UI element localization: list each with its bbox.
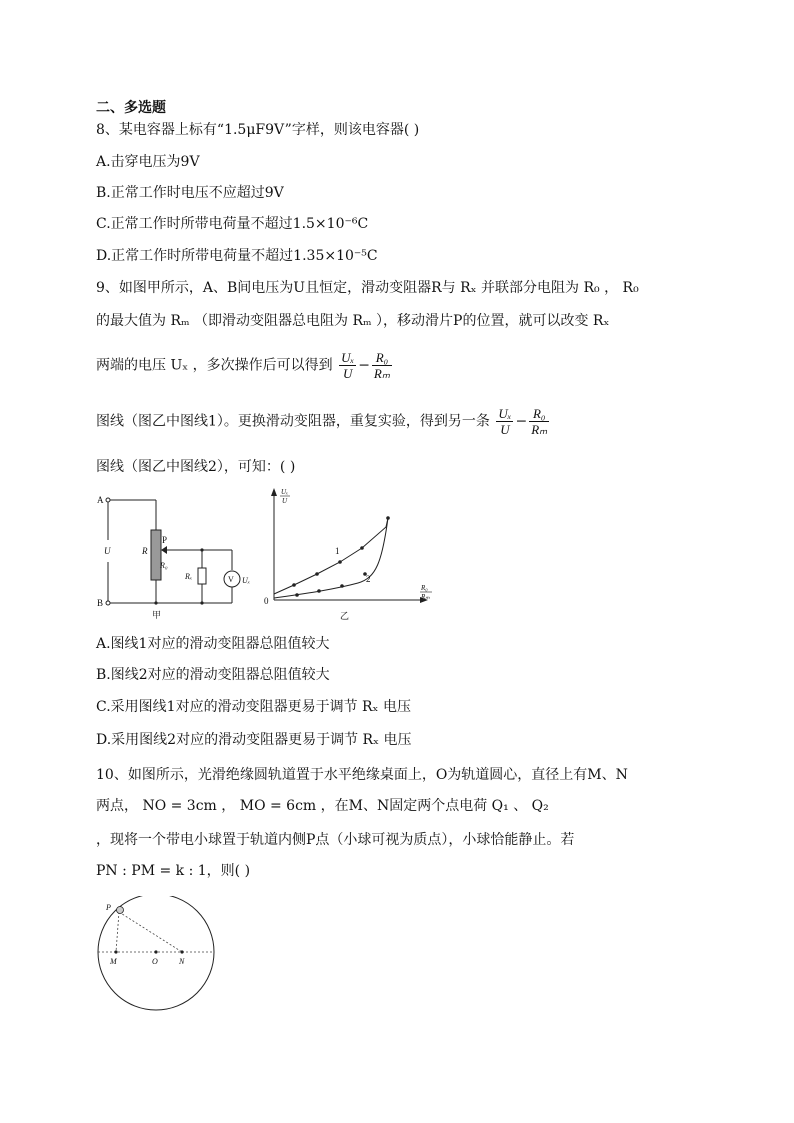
label-o: O bbox=[152, 957, 158, 966]
q9-line2: 的最大值为 Rₘ （即滑动变阻器总电阻为 Rₘ ），移动滑片P的位置，就可以改变 Rₓ bbox=[96, 313, 610, 329]
caption-jia: 甲 bbox=[152, 610, 162, 620]
r0-over-rm-fraction-2: $\frac{\text{R₀}}{\text{Rₘ}}$ bbox=[531, 406, 548, 437]
q8-option-b: B.正常工作时电压不应超过9V bbox=[96, 185, 284, 201]
label-r: R bbox=[142, 546, 148, 556]
x-label-num: R₀ bbox=[421, 584, 428, 592]
y-label-num: Uₓ bbox=[281, 488, 289, 496]
circle-track-figure bbox=[94, 896, 220, 1014]
q9-option-a: A.图线1对应的滑动变阻器总阻值较大 bbox=[96, 636, 330, 652]
voltmeter-icon: V bbox=[228, 575, 234, 584]
graph-yi bbox=[262, 482, 434, 622]
slider-arrow-icon bbox=[161, 546, 167, 554]
q8-option-a: A.击穿电压为9V bbox=[96, 154, 200, 170]
label-u: U bbox=[104, 546, 111, 556]
q9-option-b: B.图线2对应的滑动变阻器总阻值较大 bbox=[96, 667, 330, 683]
ux-over-u-fraction: $\frac{\text{Uₓ}}{U}$ bbox=[341, 350, 355, 381]
label-p-point: P bbox=[106, 903, 111, 912]
ball-p bbox=[117, 907, 124, 914]
ux-over-u-fraction-2: $\frac{\text{Uₓ}}{U}$ bbox=[498, 406, 512, 437]
q10-line3: ，现将一个带电小球置于轨道内侧P点（小球可视为质点），小球恰能静止。若 bbox=[96, 832, 575, 848]
circuit-diagram bbox=[94, 488, 264, 620]
x-label-den: Rₘ bbox=[421, 593, 430, 601]
origin-label: 0 bbox=[264, 596, 269, 606]
q8-stem: 8、某电容器上标有“1.5μF9V”字样，则该电容器( ) bbox=[96, 122, 420, 138]
label-rx: Rₓ bbox=[185, 572, 193, 581]
r0-over-rm-fraction: $\frac{\text{R₀}}{\text{Rₘ}}$ bbox=[373, 350, 390, 381]
y-label-den: U bbox=[282, 497, 288, 505]
q10-line1: 10、如图所示，光滑绝缘圆轨道置于水平绝缘桌面上，O为轨道圆心，直径上有M、N bbox=[96, 767, 628, 783]
label-b: B bbox=[97, 598, 104, 608]
curve-1-label: 1 bbox=[335, 546, 340, 556]
q8-option-d: D.正常工作时所带电荷量不超过1.35×10⁻⁵C bbox=[96, 248, 378, 264]
q9-line3-text: 两端的电压 Uₓ ，多次操作后可以得到 bbox=[96, 357, 333, 374]
q9-option-d: D.采用图线2对应的滑动变阻器更易于调节 Rₓ 电压 bbox=[96, 732, 412, 748]
q9-line4: 图线（图乙中图线1）。更换滑动变阻器，重复实验，得到另一条 $\frac{\text{Uₓ}}{U}$ − $\frac{\text{R₀}}{\text{Rₘ}}$ bbox=[96, 406, 548, 437]
curve-2-label: 2 bbox=[366, 574, 371, 584]
label-r0: R₀ bbox=[160, 561, 168, 570]
q9-line5: 图线（图乙中图线2），可知：( ) bbox=[96, 459, 296, 475]
q9-line4-text: 图线（图乙中图线1）。更换滑动变阻器，重复实验，得到另一条 bbox=[96, 413, 490, 430]
label-n: N bbox=[179, 957, 185, 966]
y-axis-arrow-icon bbox=[271, 488, 277, 496]
label-a: A bbox=[97, 495, 104, 505]
section-title: 二、多选题 bbox=[96, 100, 166, 116]
q9-option-c: C.采用图线1对应的滑动变阻器更易于调节 Rₓ 电压 bbox=[96, 699, 411, 715]
caption-yi: 乙 bbox=[340, 611, 350, 621]
q8-option-c: C.正常工作时所带电荷量不超过1.5×10⁻⁶C bbox=[96, 216, 369, 232]
q9-line3: 两端的电压 Uₓ ，多次操作后可以得到 $\frac{\text{Uₓ}}{U}$ − $\frac{\text{R₀}}{\text{Rₘ}}$ bbox=[96, 350, 390, 381]
q9-line1: 9、如图甲所示，A、B间电压为U且恒定，滑动变阻器R与 Rₓ 并联部分电阻为 R₀ ， R₀ bbox=[96, 280, 639, 296]
label-p: P bbox=[162, 535, 168, 545]
label-ux: Uₓ bbox=[242, 576, 251, 585]
q10-line4: PN : PM = k : 1，则( ) bbox=[96, 863, 251, 879]
q10-line2: 两点， NO = 3cm ， MO = 6cm ，在M、N固定两个点电荷 Q₁ 、 Q₂ bbox=[96, 798, 549, 814]
label-m: M bbox=[110, 957, 117, 966]
